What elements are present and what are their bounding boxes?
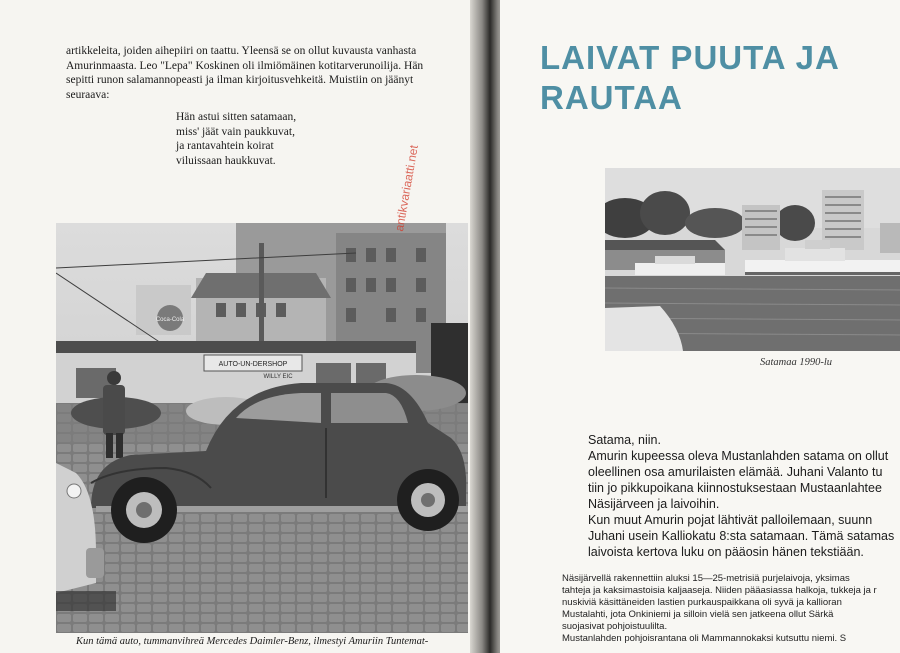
poem-line: viluissaan haukkuvat. <box>176 154 276 167</box>
body-line: Mustalahti, jota Onkiniemi ja silloin vielä sen jatkeena ollut Särkä <box>562 609 834 620</box>
shop-sign-text-2: WILLY EIC <box>263 374 293 380</box>
harbor-photo <box>605 168 900 351</box>
poem-line: ja rantavahtein koirat <box>176 140 274 152</box>
lead-line: Juhani usein Kalliokatu 8:sta satamaan. Tämä satamas <box>588 529 895 543</box>
photo-caption-left: Kun tämä auto, tummanvihreä Mercedes Daimler-Benz, ilmestyi Amuriin Tuntemat- <box>76 636 429 647</box>
poem-line: Hän astui sitten satamaan, <box>176 111 297 123</box>
body-line: Näsijärvellä rakennettiin aluksi 15—25-metrisiä purjelaivoja, yksimas <box>562 573 850 584</box>
right-page <box>500 0 900 653</box>
lead-line: Amurin kupeessa oleva Mustanlahden satama on ollut <box>588 449 889 463</box>
mercedes-photo <box>56 223 468 633</box>
watermark: antikvariaatti.net <box>392 143 421 233</box>
body-line: nuskiviä käsittäneiden lastien purkauspaikkana oli syvä ja kallioran <box>562 597 842 608</box>
intro-line: sepitti runon salamannopeasti ja ilman kirjoitusvehkeitä. Muistiin on jäänyt <box>66 74 414 86</box>
lead-line: Näsijärveen ja laivoihin. <box>588 497 720 511</box>
lead-line: Kun muut Amurin pojat lähtivät palloilemaan, suunn <box>588 513 873 527</box>
harbor-photo-caption: Satamaa 1990-lu <box>760 357 833 368</box>
intro-line: artikkeleita, joiden aihepiiri on taattu. Yleensä se on ollut kuvausta vanhasta <box>66 45 417 57</box>
chapter-title-line: LAIVAT PUUTA JA <box>540 39 840 76</box>
body-line: tahteja ja kaksimastoisia kaljaaseja. Niiden pääasiassa halkoja, tukkeja ja r <box>562 585 877 596</box>
coca-cola-sign: Coca-Cola <box>155 317 185 323</box>
lead-line: oleellinen osa amurilaisten elämää. Juhani Valanto tu <box>588 465 883 479</box>
body-line: suojasivat pohjoistuulilta. <box>562 621 668 632</box>
chapter-title <box>540 38 840 118</box>
lead-line: tiin jo pikkupoikana kiinnostuksestaan Mustaanlahtee <box>588 481 882 495</box>
body-line: Mustanlahden pohjoisrantana oli Mammannokaksi kutsuttu niemi. S <box>562 633 847 644</box>
intro-line: Amurinmaasta. Leo "Lepa" Koskinen oli ilmiömäinen kotitarverunoilija. Hän <box>66 59 424 72</box>
intro-line: seuraava: <box>66 88 110 101</box>
poem-line: miss' jäät vain paukkuvat, <box>176 125 295 138</box>
intro-paragraph <box>66 44 466 102</box>
body-text <box>562 573 900 645</box>
chapter-title-line: RAUTAA <box>540 79 683 116</box>
shop-sign-text: AUTO-UN-DERSHOP <box>218 361 288 368</box>
lead-line: Satama, niin. <box>588 433 661 447</box>
lead-paragraph <box>588 432 900 560</box>
poem <box>176 110 296 168</box>
lead-line: laivoista kertova luku on pääosin hänen tekstiään. <box>588 545 864 559</box>
